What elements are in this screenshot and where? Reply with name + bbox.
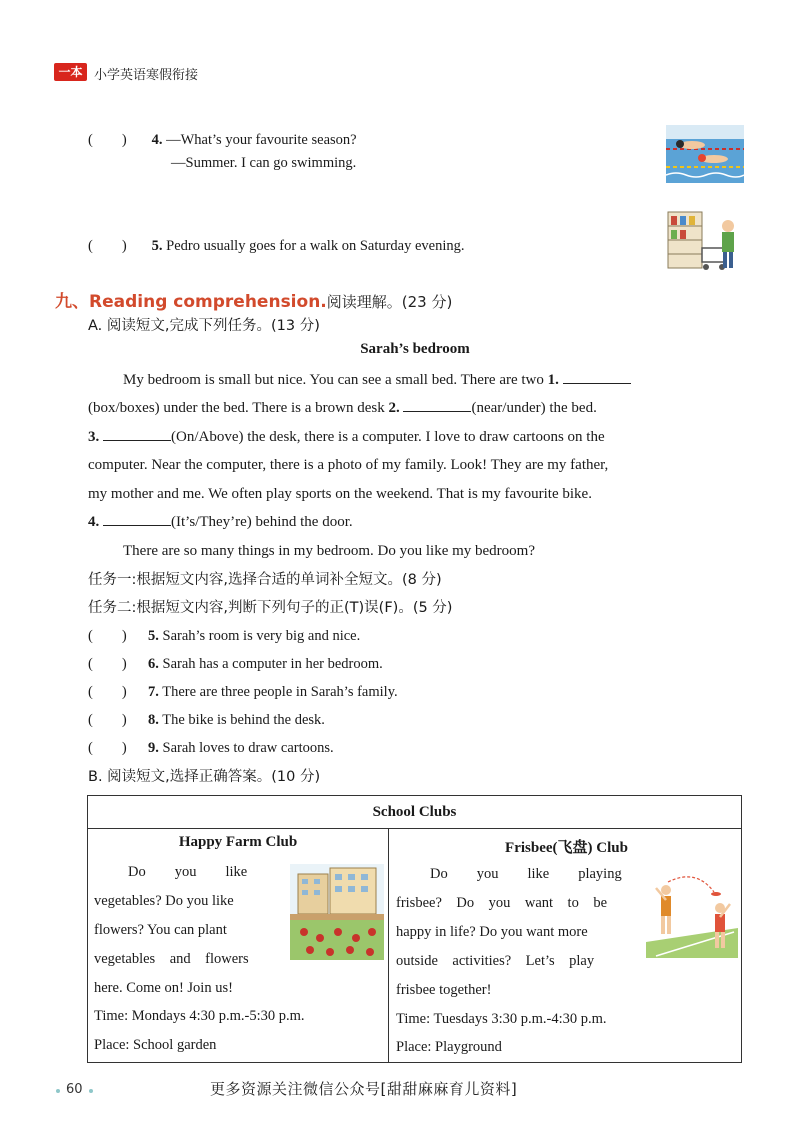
- passage-line: [88, 366, 743, 394]
- answer-paren: ( ): [88, 684, 127, 700]
- blank-number: 4.: [88, 514, 100, 531]
- question-4: [88, 128, 357, 149]
- section-heading: [55, 287, 452, 312]
- blank-1[interactable]: [563, 371, 631, 384]
- blank-number: 1.: [547, 372, 559, 388]
- section-number: 九、: [55, 292, 89, 312]
- club-2-place: Place: Playground: [396, 1039, 502, 1055]
- club-1-description: [94, 858, 284, 1003]
- club-1-time: Time: Mondays 4:30 p.m.-5:30 p.m.: [94, 1008, 305, 1024]
- text-span: (On/Above) the desk, there is a computer. I love to draw cartoons on the: [171, 428, 605, 445]
- answer-paren: ( ): [88, 656, 127, 672]
- description-line: outside activities? Let’s play: [396, 953, 595, 969]
- school-garden-illustration: [290, 864, 384, 960]
- description-line: vegetables and flowers: [94, 951, 249, 967]
- shopping-illustration: [666, 208, 742, 274]
- description-line: flowers? You can plant: [94, 922, 227, 938]
- text-span: (near/under) the bed.: [471, 400, 597, 417]
- blank-number: 2.: [388, 400, 400, 417]
- answer-paren: ( ): [88, 628, 127, 644]
- answer-paren: ( ): [88, 132, 127, 148]
- blank-3[interactable]: [103, 428, 171, 441]
- answer-paren: ( ): [88, 740, 127, 756]
- club-2-time: Time: Tuesdays 3:30 p.m.-4:30 p.m.: [396, 1011, 607, 1027]
- description-line: frisbee? Do you want to be: [396, 895, 608, 911]
- passage-body: [88, 366, 743, 566]
- tf-question-5: [88, 624, 360, 645]
- passage-title: Sarah’s bedroom: [360, 341, 470, 357]
- table-title: School Clubs: [88, 796, 741, 829]
- text-span: My bedroom is small but nice. You can see a small bed. There are two: [123, 372, 544, 388]
- question-number: 5.: [151, 238, 163, 254]
- passage-line: computer. Near the computer, there is a photo of my family. Look! They are my father,: [88, 457, 609, 474]
- section-title: Reading comprehension.: [89, 292, 327, 312]
- question-5: [88, 234, 465, 255]
- book-title: 小学英语寒假衔接: [94, 68, 199, 83]
- question-number: 5.: [148, 628, 159, 644]
- description-line: Do you like: [128, 864, 248, 880]
- question-text: Sarah loves to draw cartoons.: [162, 740, 334, 756]
- club-2-title: Frisbee(飞盘) Club: [505, 840, 628, 856]
- task-2: 任务二:根据短文内容,判断下列句子的正(T)误(F)。(5 分): [88, 600, 453, 616]
- description-line: frisbee together!: [396, 982, 492, 998]
- question-text: —What’s your favourite season?: [166, 132, 357, 148]
- description-line: vegetables? Do you like: [94, 893, 234, 909]
- school-clubs-table: [87, 795, 742, 1063]
- question-text: There are three people in Sarah’s family.: [162, 684, 398, 700]
- question-number: 9.: [148, 740, 159, 756]
- passage-line: my mother and me. We often play sports on the weekend. That is my favourite bike.: [88, 485, 592, 502]
- page-number: 60: [66, 1082, 83, 1097]
- club-1-place: Place: School garden: [94, 1037, 217, 1053]
- club-2-description: [396, 860, 636, 1005]
- description-line: happy in life? Do you want more: [396, 924, 588, 940]
- description-line: Do you like playing: [430, 866, 622, 882]
- tf-question-6: [88, 652, 383, 673]
- section-title-cn: 阅读理解。(23 分): [326, 293, 453, 311]
- passage-line: There are so many things in my bedroom. Do you like my bedroom?: [123, 543, 535, 560]
- frisbee-illustration: [646, 872, 738, 958]
- answer-paren: ( ): [88, 712, 127, 728]
- question-4-answer: —Summer. I can go swimming.: [171, 155, 357, 171]
- question-number: 8.: [148, 712, 159, 728]
- question-text: The bike is behind the desk.: [162, 712, 325, 728]
- table-divider: [388, 828, 389, 1062]
- text-span: (It’s/They’re) behind the door.: [171, 514, 353, 531]
- club-1-title: Happy Farm Club: [178, 834, 298, 850]
- part-a-instruction: A. 阅读短文,完成下列任务。(13 分): [88, 318, 320, 334]
- question-number: 7.: [148, 684, 159, 700]
- passage-line: [88, 423, 743, 451]
- decorative-dot: [89, 1089, 93, 1093]
- text-span: (box/boxes) under the bed. There is a brown desk: [88, 400, 385, 417]
- passage-line: [88, 394, 743, 422]
- question-text: Sarah’s room is very big and nice.: [162, 628, 361, 644]
- tf-question-9: [88, 736, 334, 757]
- tf-question-8: [88, 708, 325, 729]
- question-text: Pedro usually goes for a walk on Saturday evening.: [166, 238, 465, 254]
- blank-number: 3.: [88, 428, 100, 445]
- question-number: 6.: [148, 656, 159, 672]
- answer-paren: ( ): [88, 238, 127, 254]
- blank-4[interactable]: [103, 513, 171, 526]
- task-1: 任务一:根据短文内容,选择合适的单词补全短文。(8 分): [88, 572, 442, 588]
- tf-question-7: [88, 680, 398, 701]
- swimming-illustration: [666, 125, 744, 183]
- description-line: here. Come on! Join us!: [94, 980, 233, 996]
- footer-note: 更多资源关注微信公众号[甜甜麻麻育儿资料]: [210, 1080, 518, 1098]
- question-text: Sarah has a computer in her bedroom.: [162, 656, 383, 672]
- brand-logo: 一本: [54, 63, 87, 81]
- decorative-dot: [56, 1089, 60, 1093]
- passage-line: [88, 508, 743, 536]
- part-b-instruction: B. 阅读短文,选择正确答案。(10 分): [88, 769, 321, 785]
- question-number: 4.: [151, 132, 163, 148]
- blank-2[interactable]: [403, 399, 471, 412]
